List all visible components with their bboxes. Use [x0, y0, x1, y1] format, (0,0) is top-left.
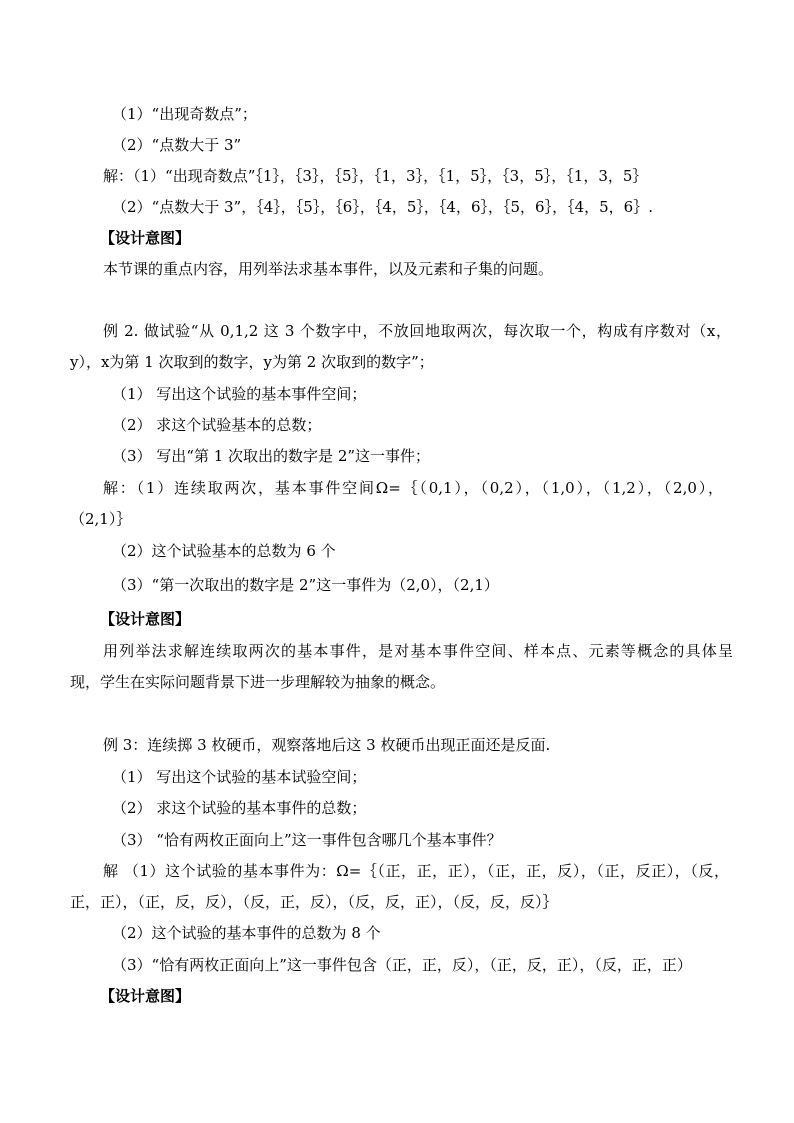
case-2-line: （2）“点数大于 3”: [112, 136, 242, 154]
example2-question-2: （2） 求这个试验基本的总数；: [112, 416, 322, 434]
example2-intro-line-2: y），x为第 1 次取到的数字，y为第 2 次取到的数字”；: [70, 353, 434, 371]
example2-intro-line-1: 例 2. 做试验“从 0,1,2 这 3 个数字中，不放回地取两次，每次取一个，构成有序数对（x，: [103, 322, 731, 340]
example3-question-3: （3） “恰有两枚正面向上”这一事件包含哪几个基本事件？: [112, 831, 502, 849]
example3-question-1: （1） 写出这个试验的基本试验空间；: [112, 768, 367, 786]
example2-question-1: （1） 写出这个试验的基本事件空间；: [112, 385, 367, 403]
design-intent-heading: 【设计意图】: [100, 987, 191, 1005]
case-1-line: （1）“出现奇数点”；: [112, 105, 257, 123]
solution-line-2: （2）“点数大于 3”，｛4｝，｛5｝，｛6｝，｛4，5｝，｛4，6｝，｛5，6｝，｛4，5，6｝.: [112, 198, 653, 216]
design-intent-text: 本节课的重点内容，用列举法求基本事件，以及元素和子集的问题。: [103, 260, 554, 278]
design-intent-heading: 【设计意图】: [100, 610, 191, 628]
example3-solution-line-2: 正，正），（正，反，反），（反，正，反），（反，反，正），（反，反，反）｝: [70, 893, 558, 911]
example3-question-2: （2） 求这个试验的基本事件的总数；: [112, 799, 367, 817]
design-intent-heading: 【设计意图】: [100, 229, 191, 247]
example2-design-line-1: 用列举法求解连续取两次的基本事件，是对基本事件空间、样本点、元素等概念的具体呈: [103, 642, 733, 660]
example3-solution-line-3: （2）这个试验的基本事件的总数为 8 个: [112, 924, 381, 942]
example3-solution-line-1: 解 （1）这个试验的基本事件为：Ω=｛（正，正，正），（正，正，反），（正，反正），（反，: [103, 862, 729, 880]
example2-solution-line-2: （2,1）｝: [70, 510, 132, 528]
example2-solution-line-3: （2）这个试验基本的总数为 6 个: [112, 542, 336, 560]
example2-design-line-2: 现，学生在实际问题背景下进一步理解较为抽象的概念。: [70, 673, 446, 691]
solution-line-1: 解：（1）“出现奇数点”｛1｝，｛3｝，｛5｝，｛1，3｝，｛1，5｝，｛3，5｝，｛1，3，5｝: [103, 167, 648, 185]
example3-solution-line-4: （3）“恰有两枚正面向上”这一事件包含（正，正，反），（正，反，正），（反，正，正）: [112, 956, 692, 974]
example2-solution-line-1: 解：（1）连续取两次，基本事件空间Ω=｛（0,1），（0,2），（1,0），（1,2），（2,0），: [103, 479, 723, 497]
example2-question-3: （3） 写出“第 1 次取出的数字是 2”这一事件；: [112, 447, 431, 465]
example3-intro: 例 3：连续掷 3 枚硬币，观察落地后这 3 枚硬币出现正面还是反面.: [103, 736, 551, 754]
example2-solution-line-4: （3）“第一次取出的数字是 2”这一事件为（2,0），（2,1）: [112, 576, 499, 594]
